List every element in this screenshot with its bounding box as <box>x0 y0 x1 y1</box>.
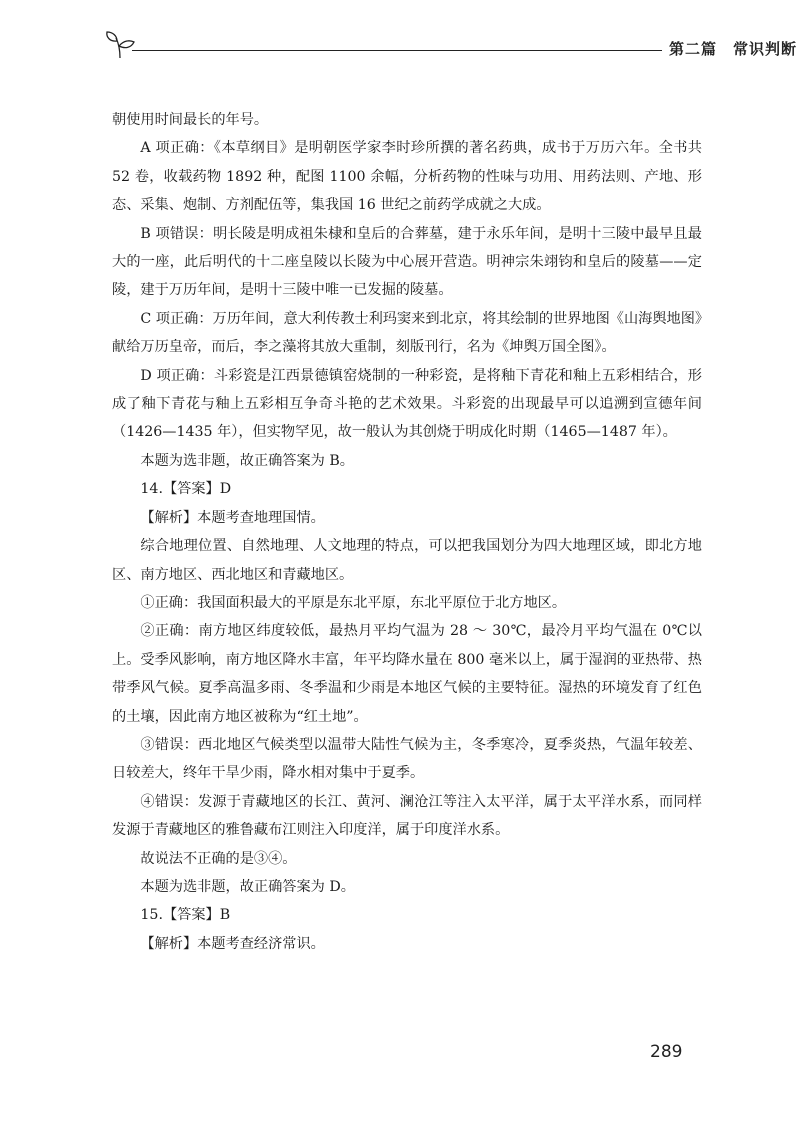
option-a-paragraph: A 项正确：《本草纲目》是明朝医学家李时珍所撰的著名药典，成书于万历六年。全书共 52 卷，收载药物 1892 种，配图 1100 余幅，分析药物的性味与功用、用药法则、产地、形态、采集、炮制、方剂配伍等，集我国 16 世纪之前药学成就之大成。 <box>112 140 702 214</box>
q14-answer: 14.【答案】D <box>140 481 232 498</box>
page-header <box>104 28 798 68</box>
q15-answer: 15.【答案】B <box>140 907 231 924</box>
option-d-paragraph: D 项正确：斗彩瓷是江西景德镇窑烧制的一种彩瓷，是将釉下青花和釉上五彩相结合，形成了釉下青花与釉上五彩相互争奇斗艳的艺术效果。斗彩瓷的出现最早可以追溯到宣德年间（1426—1435 年），但实物罕见，故一般认为其创烧于明成化时期（1465—1487 年）。 <box>112 367 702 441</box>
page-body <box>112 106 702 958</box>
q14-item-4: ④错误：发源于青藏地区的长江、黄河、澜沧江等注入太平洋，属于太平洋水系，而同样发源于青藏地区的雅鲁藏布江则注入印度洋，属于印度洋水系。 <box>112 793 702 839</box>
q14-item-3: ③错误：西北地区气候类型以温带大陆性气候为主，冬季寒冷，夏季炎热，气温年较差、日较差大，终年干旱少雨，降水相对集中于夏季。 <box>112 736 702 782</box>
q14-summary: 故说法不正确的是③④。 <box>140 850 297 867</box>
q14-intro-paragraph: 综合地理位置、自然地理、人文地理的特点，可以把我国划分为四大地理区域，即北方地区、南方地区、西北地区和青藏地区。 <box>112 538 702 583</box>
q13-conclusion: 本题为选非题，故正确答案为 B。 <box>140 452 354 469</box>
q14-analysis-heading: 【解析】本题考查地理国情。 <box>140 509 325 526</box>
q15-analysis-heading: 【解析】本题考查经济常识。 <box>140 935 325 952</box>
option-c-paragraph: C 项正确：万历年间，意大利传教士利玛窦来到北京，将其绘制的世界地图《山海舆地图》献给万历皇帝，而后，李之藻将其放大重制，刻版刊行，名为《坤舆万国全图》。 <box>112 310 702 356</box>
q14-item-2: ②正确：南方地区纬度较低，最热月平均气温为 28 ～ 30℃，最冷月平均气温在 0℃以上。受季风影响，南方地区降水丰富，年平均降水量在 800 毫米以上，属于湿润的亚热带、热带季风气候。夏季高温多雨、冬季温和少雨是本地区气候的主要特征。湿热的环境发育了红色的土壤，因此南方地区被称为“红土地”。 <box>112 623 702 725</box>
option-b-paragraph: B 项错误：明长陵是明成祖朱棣和皇后的合葬墓，建于永乐年间，是明十三陵中最早且最大的一座，此后明代的十二座皇陵以长陵为中心展开营造。明神宗朱翊钧和皇后的陵墓——定陵，建于万历年间，是明十三陵中唯一已发掘的陵墓。 <box>112 225 702 299</box>
header-rule-left <box>132 50 662 51</box>
q14-conclusion: 本题为选非题，故正确答案为 D。 <box>140 878 355 895</box>
q14-item-1: ①正确：我国面积最大的平原是东北平原，东北平原位于北方地区。 <box>140 594 567 611</box>
paragraph-continuation: 朝使用时间最长的年号。 <box>112 112 269 128</box>
page-number: 289 <box>650 1042 683 1062</box>
section-title: 第二篇 常识判断 <box>669 40 798 58</box>
sprout-icon <box>104 28 138 62</box>
